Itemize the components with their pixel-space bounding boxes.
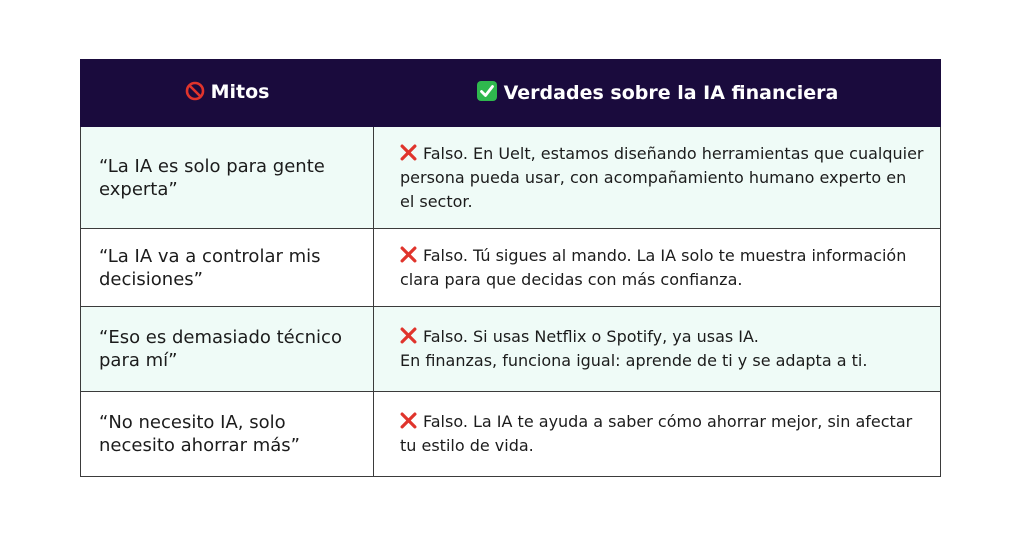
prohibited-icon — [185, 81, 205, 106]
table-row — [81, 392, 941, 477]
truth-line — [400, 410, 924, 458]
truth-cell — [374, 229, 941, 307]
myth-cell — [81, 229, 374, 307]
cross-mark-icon — [400, 144, 417, 161]
truth-text: Falso. En Uelt, estamos diseñando herramientas que cualquier persona pueda usar, con acompañamiento humano experto en el sector. — [400, 143, 924, 211]
myth-text: “La IA va a controlar mis decisiones” — [99, 245, 321, 290]
cross-mark-icon — [400, 412, 417, 429]
truth-text: Falso. Si usas Netflix o Spotify, ya usas IA. — [423, 327, 759, 346]
header-myths — [81, 60, 374, 127]
comparison-table — [80, 59, 941, 477]
truth-cell — [374, 307, 941, 392]
table-row — [81, 307, 941, 392]
myth-text: “La IA es solo para gente experta” — [99, 155, 325, 200]
myth-cell — [81, 127, 374, 229]
table-row — [81, 229, 941, 307]
myth-cell — [81, 307, 374, 392]
truth-cell — [374, 127, 941, 229]
truth-line — [400, 325, 924, 349]
header-truths-label: Verdades sobre la IA financiera — [503, 81, 839, 104]
header-truths — [374, 60, 941, 127]
truth-line: En finanzas, funciona igual: aprende de ti y se adapta a ti. — [400, 351, 868, 370]
truth-line — [400, 142, 924, 214]
check-mark-button-icon — [476, 80, 498, 107]
myth-text: “No necesito IA, solo necesito ahorrar más” — [99, 412, 300, 456]
truth-text: Falso. Tú sigues al mando. La IA solo te muestra información clara para que decidas con más confianza. — [400, 245, 907, 289]
table-row — [81, 127, 941, 229]
myth-cell — [81, 392, 374, 477]
myths-vs-truths-table — [80, 59, 940, 477]
truth-cell — [374, 392, 941, 477]
table-header-row — [81, 60, 941, 127]
truth-text: Falso. La IA te ayuda a saber cómo ahorrar mejor, sin afectar tu estilo de vida. — [400, 412, 913, 455]
header-myths-label: Mitos — [210, 80, 270, 103]
myth-text: “Eso es demasiado técnico para mí” — [99, 327, 342, 371]
cross-mark-icon — [400, 246, 417, 263]
truth-line — [400, 244, 924, 292]
cross-mark-icon — [400, 327, 417, 344]
